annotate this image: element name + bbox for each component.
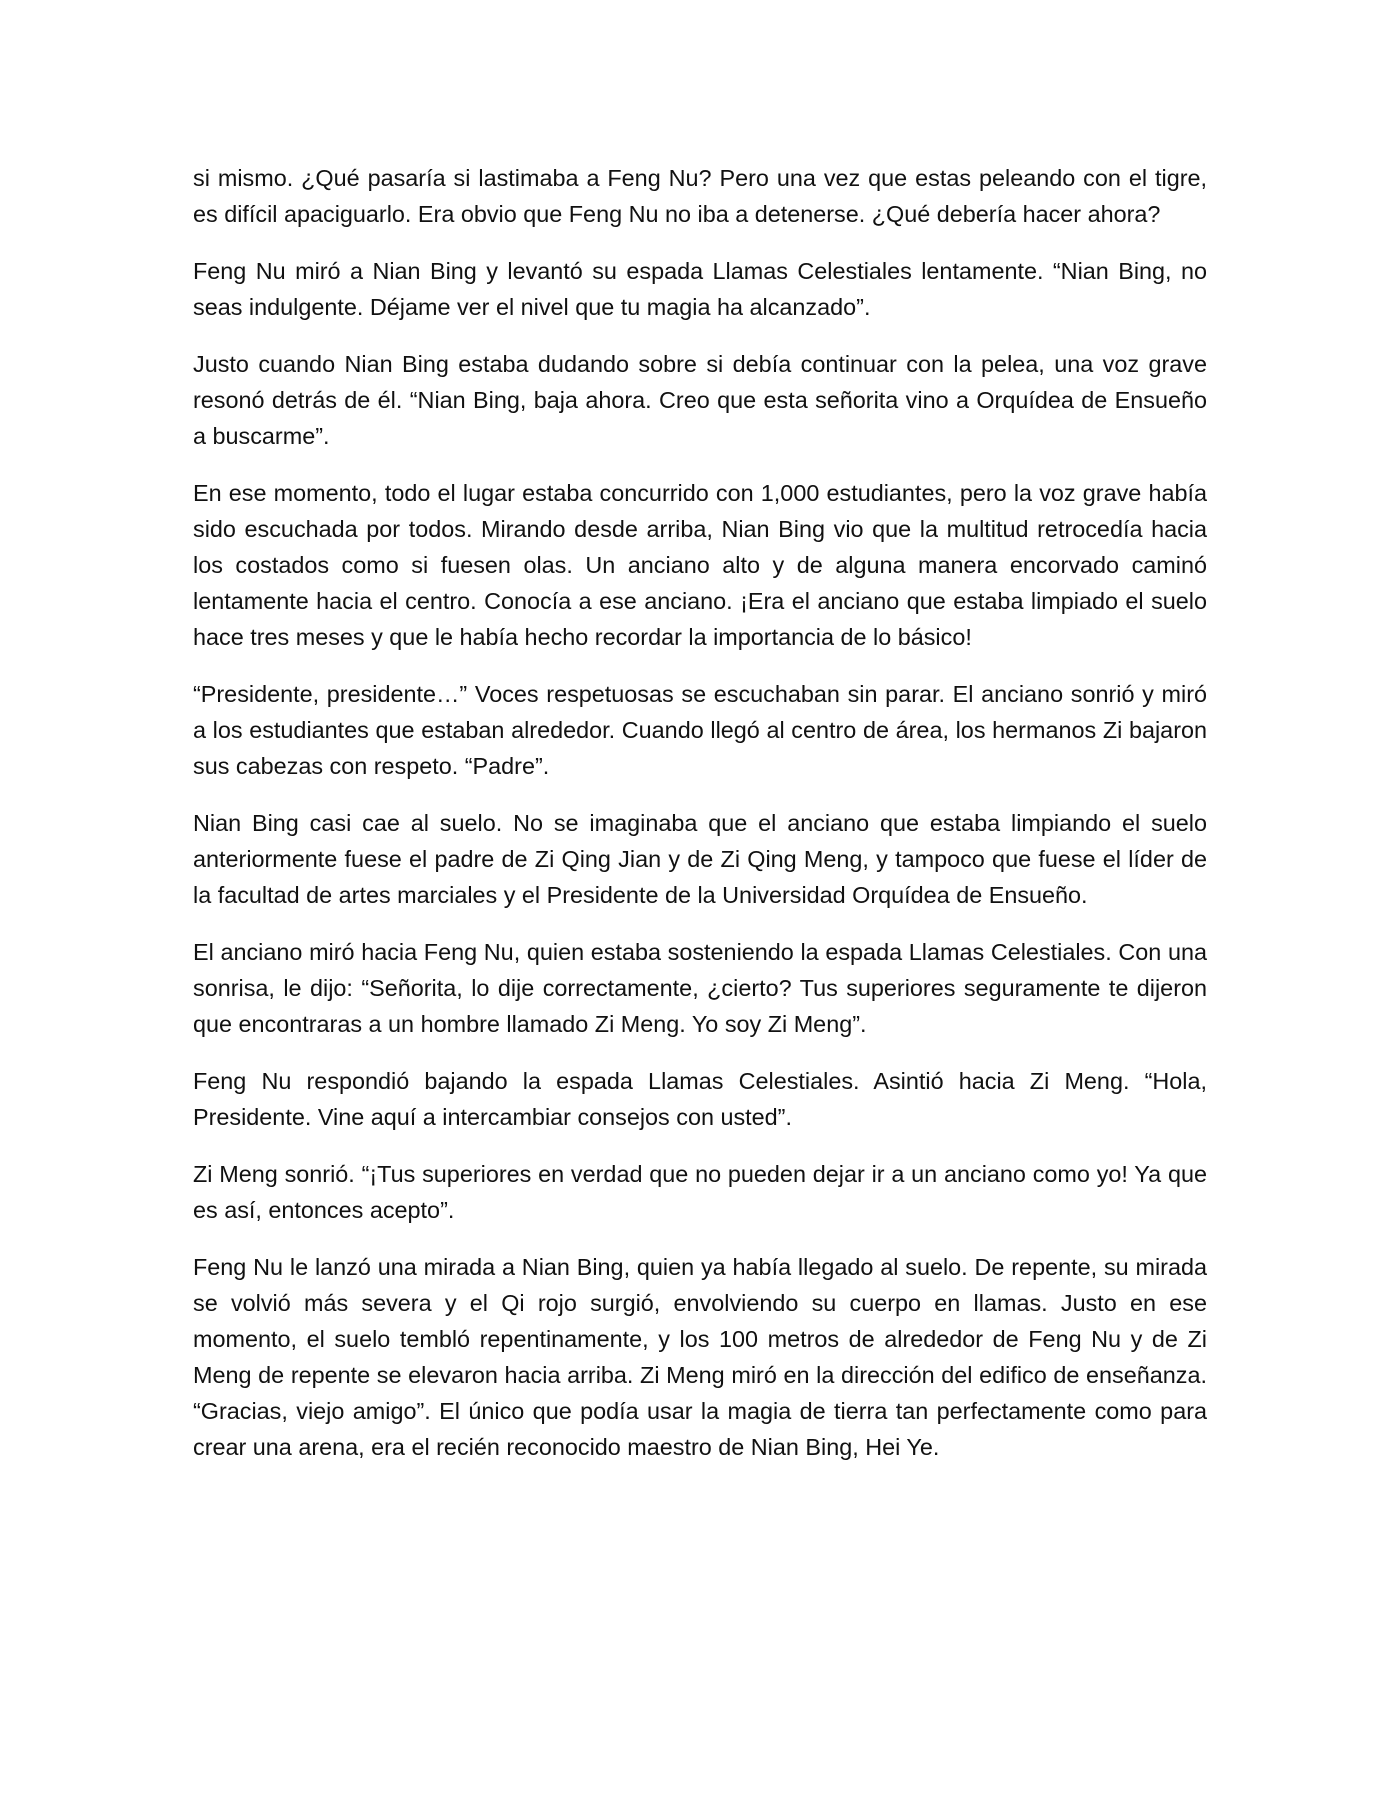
paragraph-9: Zi Meng sonrió. “¡Tus superiores en verdad que no pueden dejar ir a un anciano como yo! Ya que es así, entonces acepto”.: [193, 1161, 1207, 1223]
paragraph-5: “Presidente, presidente…” Voces respetuosas se escuchaban sin parar. El anciano sonrió y miró a los estudiantes que estaban alrededor. Cuando llegó al centro de área, los hermanos Zi bajaron sus cabezas con respeto. “Padre”.: [193, 681, 1207, 779]
document-body: [193, 160, 1207, 1465]
paragraph-2: Feng Nu miró a Nian Bing y levantó su espada Llamas Celestiales lentamente. “Nian Bing, no seas indulgente. Déjame ver el nivel que tu magia ha alcanzado”.: [193, 258, 1207, 320]
paragraph-8: Feng Nu respondió bajando la espada Llamas Celestiales. Asintió hacia Zi Meng. “Hola, Presidente. Vine aquí a intercambiar consejos con usted”.: [193, 1068, 1207, 1130]
paragraph-6: Nian Bing casi cae al suelo. No se imaginaba que el anciano que estaba limpiando el suelo anteriormente fuese el padre de Zi Qing Jian y de Zi Qing Meng, y tampoco que fuese el líder de la facultad de artes marciales y el Presidente de la Universidad Orquídea de Ensueño.: [193, 810, 1207, 908]
paragraph-1: si mismo. ¿Qué pasaría si lastimaba a Feng Nu? Pero una vez que estas peleando con el tigre, es difícil apaciguarlo. Era obvio que Feng Nu no iba a detenerse. ¿Qué debería hacer ahora?: [193, 165, 1207, 227]
paragraph-3: Justo cuando Nian Bing estaba dudando sobre si debía continuar con la pelea, una voz grave resonó detrás de él. “Nian Bing, baja ahora. Creo que esta señorita vino a Orquídea de Ensueño a buscarme”.: [193, 351, 1207, 449]
paragraph-10: Feng Nu le lanzó una mirada a Nian Bing, quien ya había llegado al suelo. De repente, su mirada se volvió más severa y el Qi rojo surgió, envolviendo su cuerpo en llamas. Justo en ese momento, el suelo tembló repentinamente, y los 100 metros de alrededor de Feng Nu y de Zi Meng de repente se elevaron hacia arriba. Zi Meng miró en la dirección del edifico de enseñanza. “Gracias, viejo amigo”. El único que podía usar la magia de tierra tan perfectamente como para crear una arena, era el recién reconocido maestro de Nian Bing, Hei Ye.: [193, 1254, 1207, 1460]
paragraph-4: En ese momento, todo el lugar estaba concurrido con 1,000 estudiantes, pero la voz grave había sido escuchada por todos. Mirando desde arriba, Nian Bing vio que la multitud retrocedía hacia los costados como si fuesen olas. Un anciano alto y de alguna manera encorvado caminó lentamente hacia el centro. Conocía a ese anciano. ¡Era el anciano que estaba limpiado el suelo hace tres meses y que le había hecho recordar la importancia de lo básico!: [193, 480, 1207, 650]
paragraph-7: El anciano miró hacia Feng Nu, quien estaba sosteniendo la espada Llamas Celestiales. Con una sonrisa, le dijo: “Señorita, lo dije correctamente, ¿cierto? Tus superiores seguramente te dijeron que encontraras a un hombre llamado Zi Meng. Yo soy Zi Meng”.: [193, 939, 1207, 1037]
